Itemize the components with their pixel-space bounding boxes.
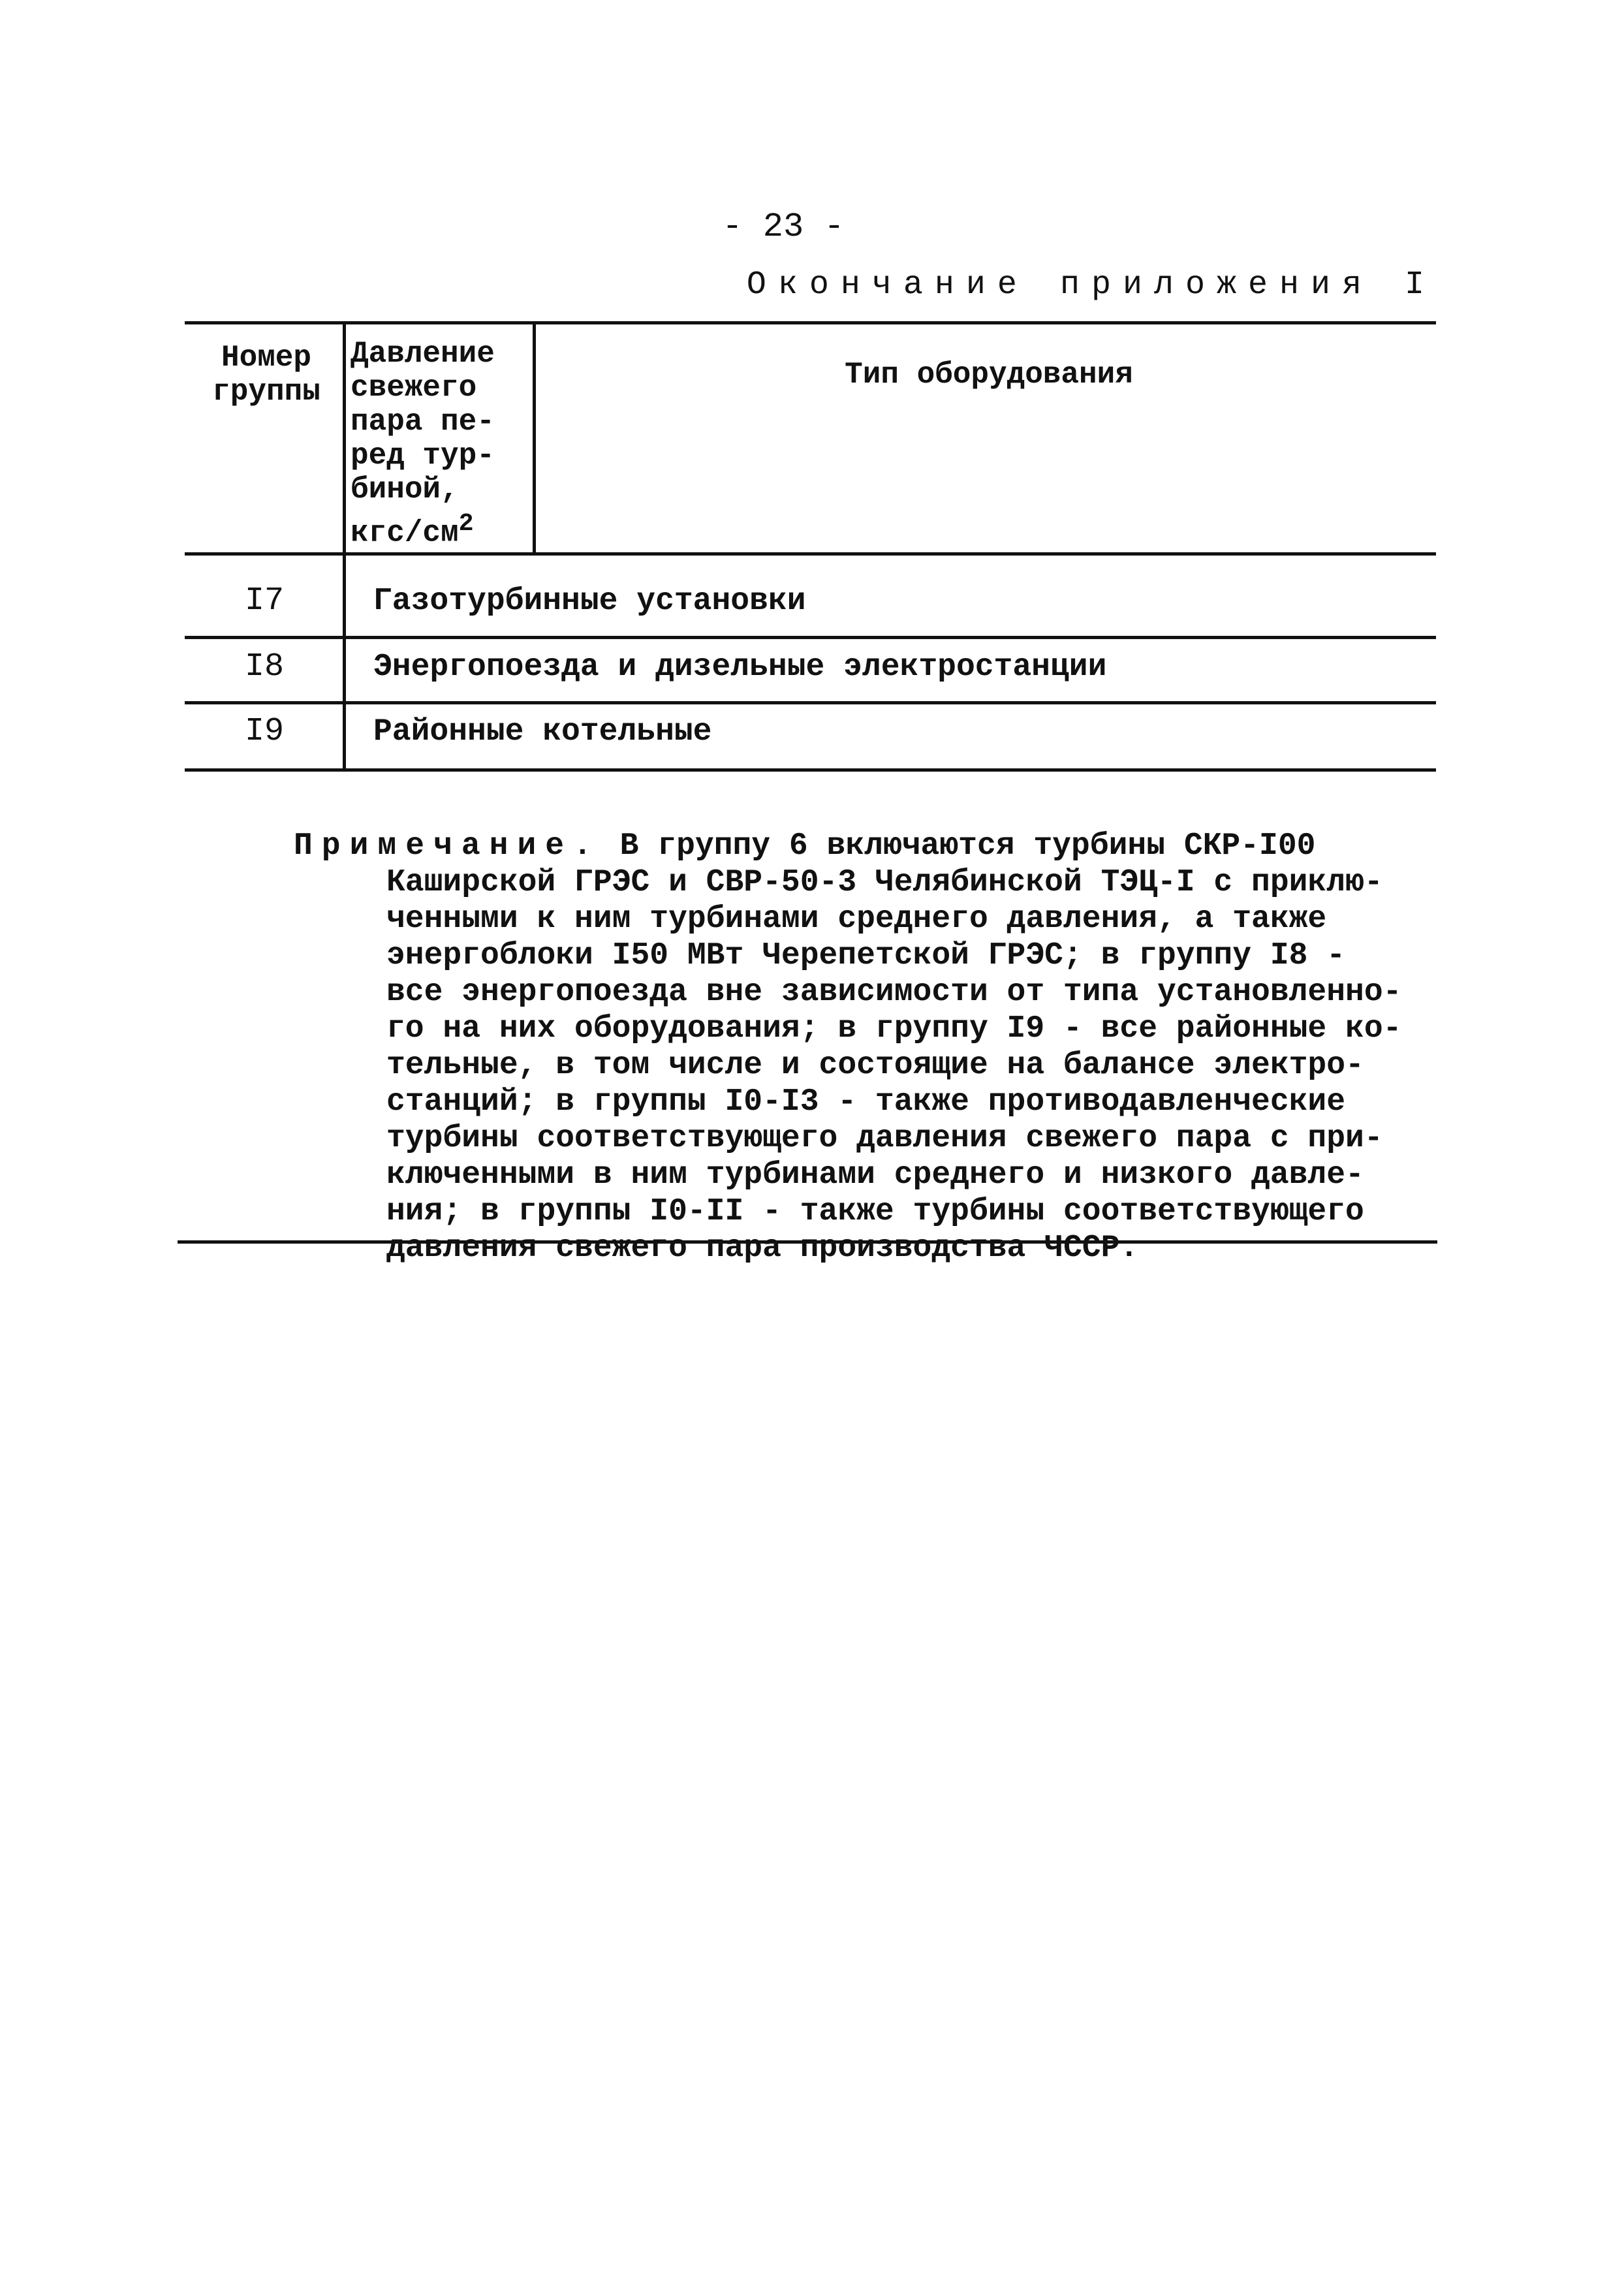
note-line: турбины соответствующего давления свежего пара с при- (386, 1121, 1383, 1156)
note-first-line (294, 828, 1456, 864)
note-line: ключенными в ним турбинами среднего и низкого давле- (386, 1157, 1364, 1193)
header-pressure-unit-sup: 2 (458, 509, 474, 538)
table-header-rule (185, 552, 1436, 556)
note-line: Каширской ГРЭС и СВР-50-3 Челябинской ТЭЦ-I с приклю- (386, 865, 1383, 900)
continuation-title: Окончание приложения I (746, 266, 1436, 304)
page-bottom-rule (178, 1240, 1437, 1244)
note-line: ния; в группы I0-II - также турбины соответствующего (386, 1194, 1364, 1229)
note-line: го на них оборудования; в группу I9 - все районные ко- (386, 1011, 1402, 1046)
header-group-number-label: Номер группы (212, 341, 320, 409)
header-equipment-type: Тип оборудования (845, 358, 1133, 392)
note (294, 828, 1456, 1266)
note-title: Примечание. (294, 828, 601, 864)
note-line: ченными к ним турбинами среднего давления, а также (386, 902, 1327, 937)
note-first-text: В группу 6 включаются турбины СКР-I00 (619, 828, 1316, 864)
page-number: - 23 - (722, 208, 845, 246)
table-row-rule (185, 701, 1436, 704)
table-top-rule (185, 321, 1436, 324)
note-line: станций; в группы I0-I3 - также противодавленческие (386, 1084, 1346, 1120)
header-pressure-line: ред тур- (351, 439, 495, 473)
row-equipment-type: Энергопоезда и дизельные электростанции (373, 650, 1107, 685)
table-row-rule (185, 636, 1436, 639)
header-pressure-line (351, 507, 533, 550)
row-equipment-type: Газотурбинные установки (373, 584, 806, 619)
table-bottom-rule (185, 768, 1436, 772)
note-line: тельные, в том числе и состоящие на балансе электро- (386, 1048, 1364, 1083)
header-pressure-line: свежего (351, 371, 477, 405)
row-group-number: I7 (244, 582, 284, 620)
header-pressure-line: биной, (351, 473, 459, 507)
row-group-number: I8 (244, 648, 284, 685)
row-group-number: I9 (244, 713, 284, 750)
header-pressure-line: Давление (351, 337, 495, 371)
header-pressure (351, 337, 533, 550)
header-group-number (188, 341, 345, 409)
note-line: энергоблоки I50 МВт Черепетской ГРЭС; в группу I8 - (386, 938, 1346, 973)
header-pressure-line: пара пе- (351, 405, 495, 439)
note-line: давления свежего пара производства ЧССР. (386, 1231, 1139, 1266)
header-pressure-unit: кгс/см (351, 516, 459, 550)
note-line: все энергопоезда вне зависимости от типа установленно- (386, 975, 1402, 1010)
row-equipment-type: Районные котельные (373, 714, 712, 749)
